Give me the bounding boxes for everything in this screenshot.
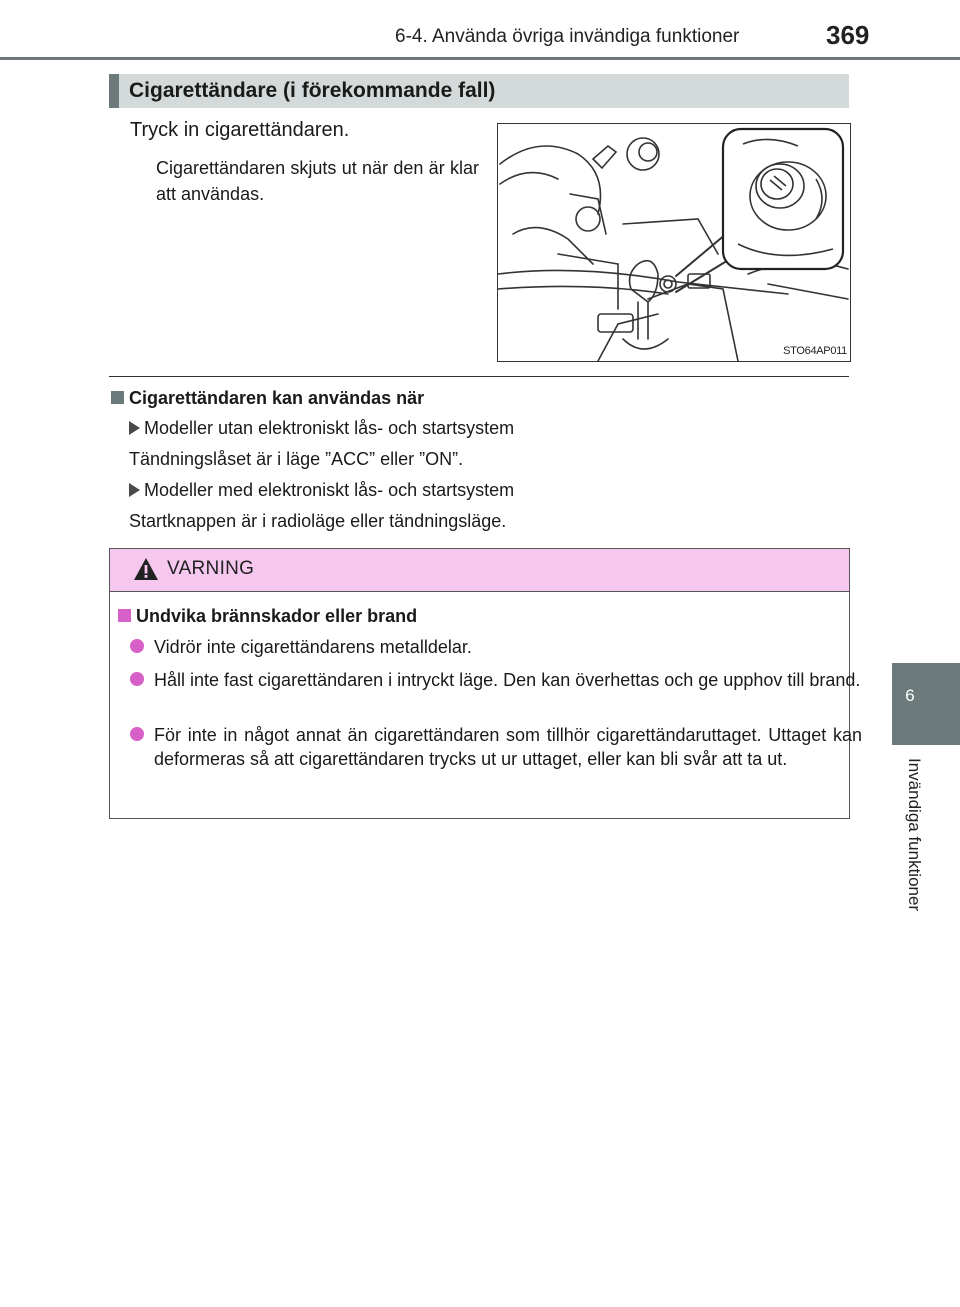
condition-text-1: Tändningslåset är i läge ”ACC” eller ”ON”. xyxy=(129,449,464,469)
warning-subheading xyxy=(118,606,417,627)
condition-text-2: Startknappen är i radioläge eller tändningsläge. xyxy=(129,511,507,531)
heading-accent xyxy=(109,74,119,108)
cigarette-lighter-illustration xyxy=(497,123,851,362)
triangle-bullet-icon xyxy=(129,483,140,497)
triangle-bullet-icon xyxy=(129,421,140,435)
warning-bullet-text: För inte in något annat än cigarettändaren som tillhör cigarettändaruttaget. Uttaget kan deformeras så att cigarettändaren trycks ut ur uttaget, eller kan bli svår att ta ut. xyxy=(154,725,862,769)
section-heading: Cigarettändare (i förekommande fall) xyxy=(129,79,496,102)
header-rule xyxy=(0,57,960,60)
condition-model-2 xyxy=(129,480,514,501)
instruction-note: Cigarettändaren skjuts ut när den är klar att användas. xyxy=(156,158,479,204)
round-bullet-icon xyxy=(130,727,144,741)
round-bullet-icon xyxy=(130,672,144,686)
section-heading-bar xyxy=(109,74,849,108)
section-divider xyxy=(109,376,849,377)
warning-bullet-text: Håll inte fast cigarettändaren i intryckt läge. Den kan överhettas och ge upphov till brand. xyxy=(154,670,861,690)
warning-title: VARNING xyxy=(167,558,255,579)
condition-model-label: Modeller med elektroniskt lås- och startsystem xyxy=(144,480,515,500)
page-number: 369 xyxy=(826,20,870,50)
square-bullet-icon xyxy=(118,609,131,622)
conditions-heading-text: Cigarettändaren kan användas när xyxy=(129,388,425,408)
warning-triangle-icon xyxy=(133,557,159,581)
dashboard-drawing xyxy=(498,124,850,361)
image-code: STO64AP011 xyxy=(783,345,847,357)
condition-model-1 xyxy=(129,418,514,439)
warning-bullet-3 xyxy=(130,723,862,771)
chapter-title: Invändiga funktioner xyxy=(905,758,924,912)
warning-header xyxy=(110,549,849,592)
warning-bullet-2 xyxy=(130,668,862,692)
warning-bullet-text: Vidrör inte cigarettändarens metalldelar. xyxy=(154,637,472,657)
condition-model-label: Modeller utan elektroniskt lås- och startsystem xyxy=(144,418,515,438)
conditions-heading xyxy=(111,388,424,409)
warning-bullet-1 xyxy=(130,635,862,659)
chapter-number: 6 xyxy=(905,686,915,705)
warning-subheading-text: Undvika brännskador eller brand xyxy=(136,606,418,626)
running-header: 6-4. Använda övriga invändiga funktioner xyxy=(395,26,740,47)
round-bullet-icon xyxy=(130,639,144,653)
warning-box xyxy=(109,548,862,819)
instruction-text: Tryck in cigarettändaren. xyxy=(130,119,350,141)
square-bullet-icon xyxy=(111,391,124,404)
